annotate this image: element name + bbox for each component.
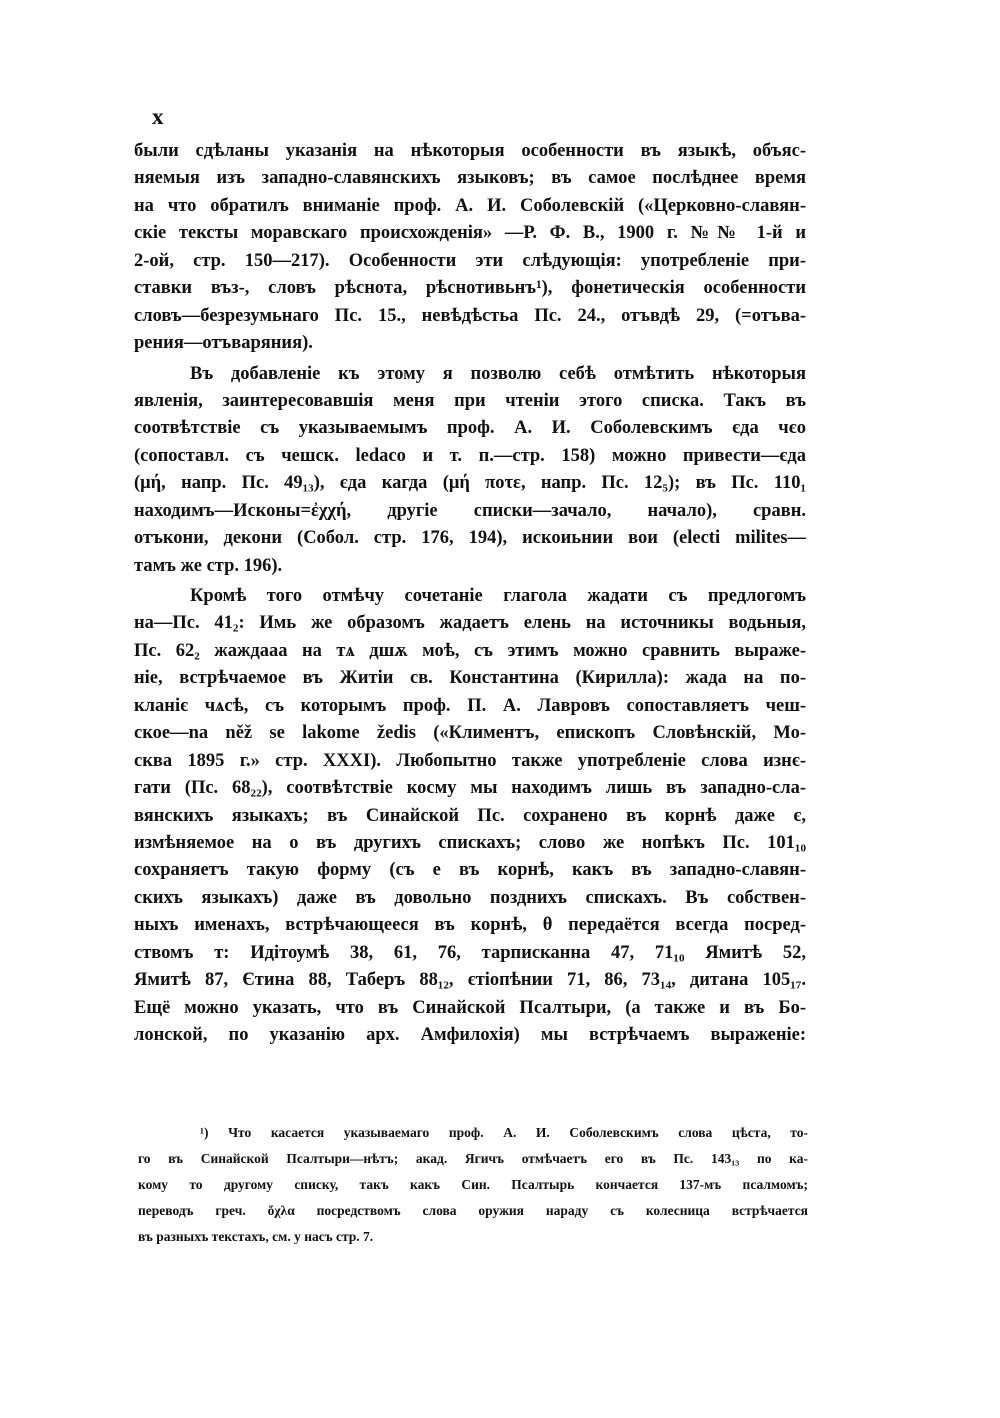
text-line: отъкони, декони (Собол. стр. 176, 194), искоиьнии вои (electi milites— xyxy=(134,528,806,549)
text-line: на что обратилъ вниманіе проф. А. И. Соболевскій («Церковно-славян- xyxy=(134,195,806,216)
text-line: (сопоставл. съ чешск. ledaco и т. п.—стр. 158) можно привести—єда xyxy=(134,445,806,466)
text-line: кланіє чѧсѣ, съ которымъ проф. П. А. Лавровъ сопоставляетъ чеш- xyxy=(134,695,806,716)
text-line: лонской, по указанію арх. Амфилохія) мы встрѣчаемъ выраженіе: xyxy=(134,1025,806,1045)
text-line: ствомъ т: Идітоумѣ 38, 61, 76, тарписканна 47, 71₁₀ Ямитѣ 52, xyxy=(134,942,806,963)
text-line: скихъ языкахъ) даже въ довольно позднихъ спискахъ. Въ собствен- xyxy=(134,887,806,908)
text-line: на—Пс. 41₂: Имь же образомъ жадаетъ елень на источникы водьныя, xyxy=(134,613,806,634)
text-line: няемыя изъ западно-славянскихъ языковъ; въ самое послѣднее время xyxy=(134,168,806,189)
text-line: словъ—безрезумьнаго Пс. 15., невѣдѣстьа Пс. 24., отъвдѣ 29, (=отъва- xyxy=(134,305,806,326)
text-line: находимъ—Исконы=ἐχχή, другіе списки—зачало, начало), сравн. xyxy=(134,500,806,521)
paragraph-3 xyxy=(134,583,806,1049)
footnote xyxy=(138,1120,808,1250)
footnote-line: го въ Синайской Псалтыри—нѣтъ; акад. Ягичъ отмѣчаетъ его въ Пс. 143₁₃ по ка- xyxy=(138,1151,808,1166)
text-line: сква 1895 г.» стр. XXXI). Любопытно также употребленіе слова изнє- xyxy=(134,750,806,771)
footnote-line: кому то другому списку, такъ какъ Син. Псалтырь кончается 137-мъ псалмомъ; xyxy=(138,1177,808,1192)
footnote-line: въ разныхъ текстахъ, см. у насъ стр. 7. xyxy=(138,1229,374,1244)
text-line: 2-ой, стр. 150—217). Особенности эти слѣдующія: употребленіе при- xyxy=(134,250,806,271)
text-line: Ямитѣ 87, Єтина 88, Таберъ 88₁₂, єтіопѣнии 71, 86, 73₁₄, дитана 105₁₇. xyxy=(134,970,806,991)
text-line: Въ добавленіе къ этому я позволю себѣ отмѣтить нѣкоторыя xyxy=(190,363,806,384)
footnote-line: ¹) Что касается указываемаго проф. А. И. Соболевскимъ слова цѣста, то- xyxy=(200,1125,808,1140)
text-line: рения—отъваряния). xyxy=(134,333,313,354)
text-line: соотвѣтствіе съ указываемымъ проф. А. И. Соболевскимъ єда чєо xyxy=(134,418,806,439)
text-line: (μή, напр. Пс. 49₁₃), єда кагда (μή ποτε, напр. Пс. 12₅); въ Пс. 110₁ xyxy=(134,473,806,494)
text-line: ныхъ именахъ, встрѣчающееся въ корнѣ, θ передаётся всегда посред- xyxy=(134,915,806,936)
paragraph-2 xyxy=(134,361,806,581)
body-text xyxy=(134,138,806,1049)
footnote-line: переводъ греч. ὄχλα посредствомъ слова оружия нараду съ колесница встрѣчается xyxy=(138,1203,808,1218)
text-line: ніе, встрѣчаемое въ Житіи св. Константина (Кирилла): жада на по- xyxy=(134,668,806,689)
text-line: ставки въз-, словъ рѣснота, рѣснотивьнъ¹), фонетическія особенности xyxy=(134,278,806,299)
text-line: Кромѣ того отмѣчу сочетаніе глагола жадати съ предлогомъ xyxy=(190,586,806,606)
page-number: x xyxy=(152,104,165,129)
text-line: были сдѣланы указанія на нѣкоторыя особенности въ языкѣ, объяс- xyxy=(134,141,806,161)
text-line: ское—na něž se lakome žedis («Климентъ, епископъ Словѣнскій, Мо- xyxy=(134,723,806,744)
text-line: сохраняетъ такую форму (съ е въ корнѣ, какъ въ западно-славян- xyxy=(134,860,806,881)
text-line: Ещё можно указать, что въ Синайской Псалтыри, (а также и въ Бо- xyxy=(134,997,806,1018)
text-line: Пс. 62₂ жаждааа на тѧ дшѫ моѣ, съ этимъ можно сравнить выраже- xyxy=(134,640,806,661)
text-line: гати (Пс. 68₂₂), соотвѣтствіе косму мы находимъ лишь въ западно-сла- xyxy=(134,778,806,799)
text-line: вянскихъ языкахъ; въ Синайской Пс. сохранено въ корнѣ даже є, xyxy=(134,805,806,826)
text-line: скіе тексты моравскаго происхожденія» —Р. Ф. В., 1900 г. №№ 1-й и xyxy=(134,223,806,244)
text-line: явленія, заинтересовавшія меня при чтеніи этого списка. Такъ въ xyxy=(134,390,806,411)
text-line: измѣняемое на о въ другихъ спискахъ; слово же нопѣкъ Пс. 101₁₀ xyxy=(134,832,806,853)
paragraph-1 xyxy=(134,138,806,358)
text-line: тамъ же стр. 196). xyxy=(134,555,283,576)
